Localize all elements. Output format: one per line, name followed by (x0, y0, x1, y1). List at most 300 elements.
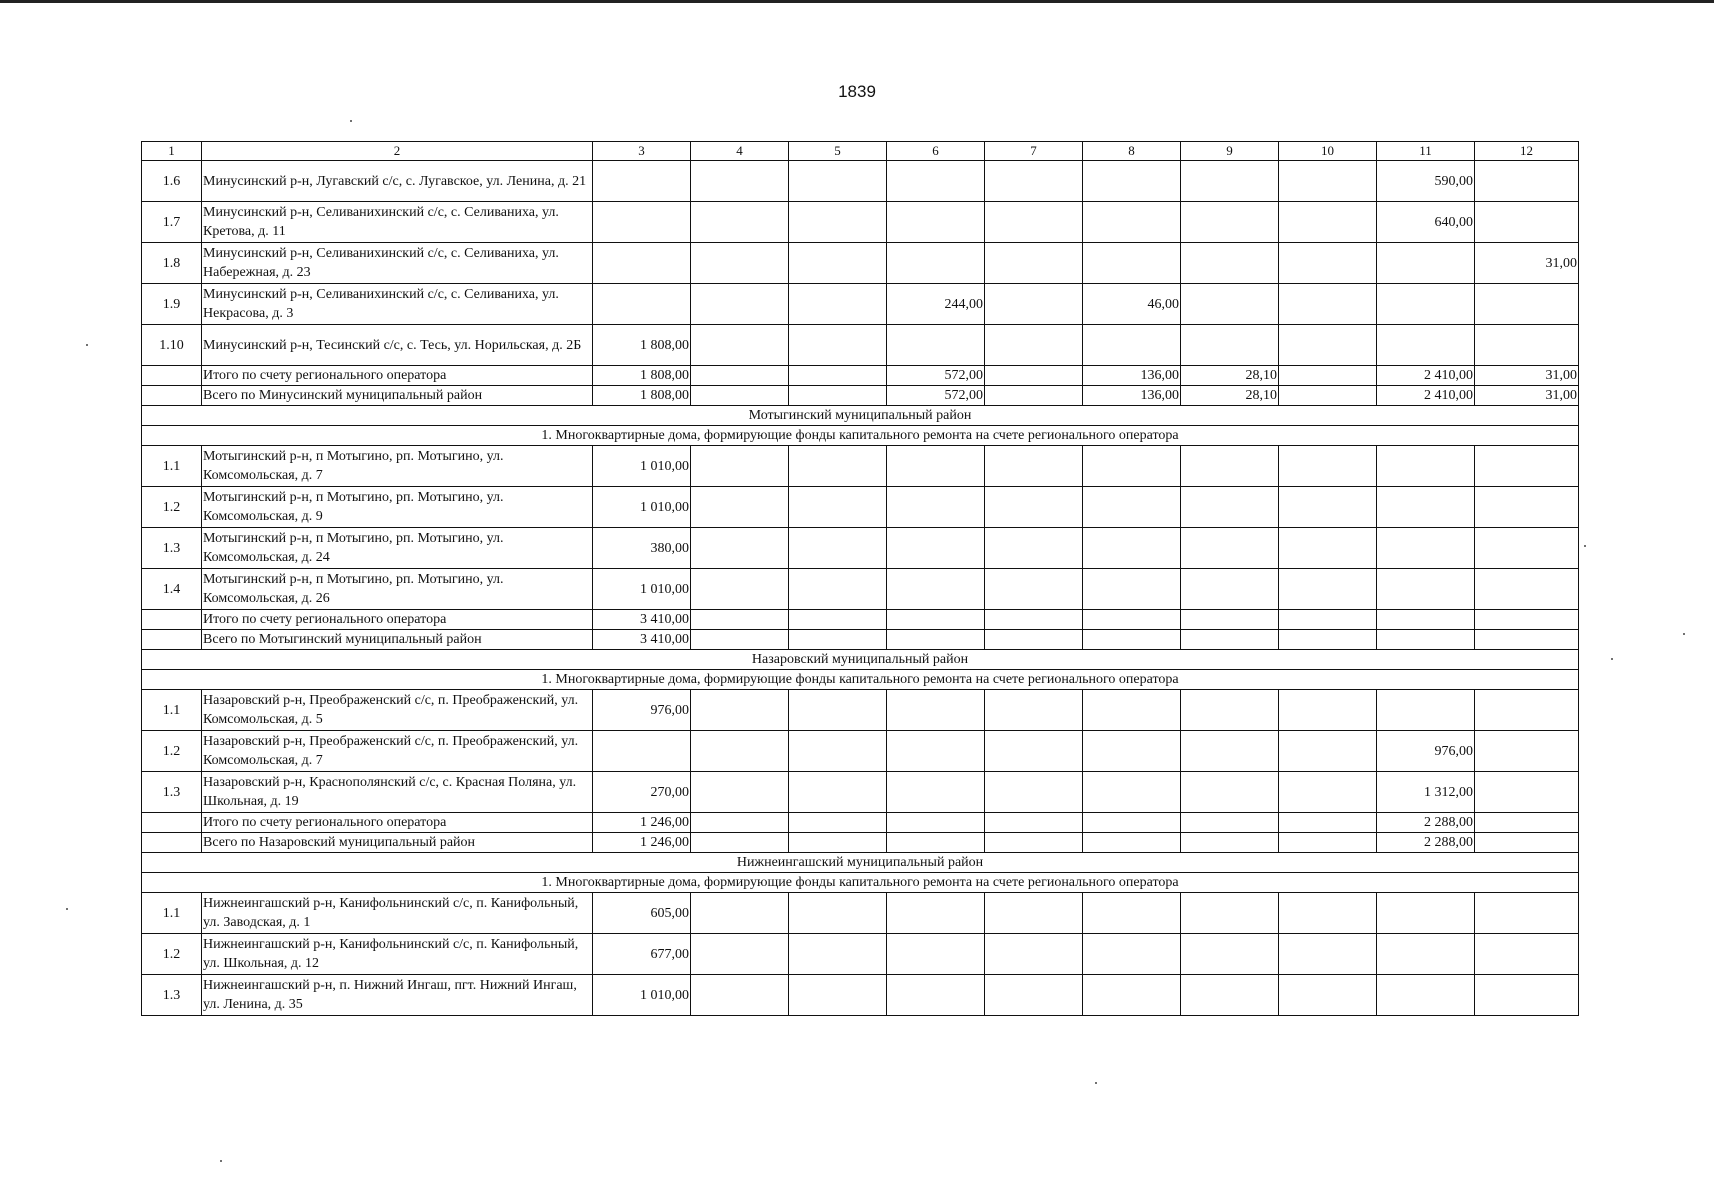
value-cell-col-6 (887, 487, 985, 528)
value-cell-col-7 (985, 630, 1083, 650)
value-cell-col-10 (1279, 366, 1377, 386)
value-cell-col-12 (1475, 893, 1579, 934)
value-cell-col-3: 270,00 (593, 772, 691, 813)
value-cell-col-3: 380,00 (593, 528, 691, 569)
section-title: 1. Многоквартирные дома, формирующие фонды капитального ремонта на счете регионального оператора (142, 873, 1579, 893)
value-cell-col-5 (789, 243, 887, 284)
table-row (142, 893, 1579, 934)
value-cell-col-12 (1475, 610, 1579, 630)
value-cell-col-9 (1181, 243, 1279, 284)
value-cell-col-4 (691, 934, 789, 975)
value-cell-col-5 (789, 690, 887, 731)
total-row (142, 610, 1579, 630)
section-title: 1. Многоквартирные дома, формирующие фонды капитального ремонта на счете регионального оператора (142, 670, 1579, 690)
total-row (142, 386, 1579, 406)
value-cell-col-7 (985, 243, 1083, 284)
value-cell-col-12 (1475, 690, 1579, 731)
value-cell-col-10 (1279, 202, 1377, 243)
value-cell-col-12 (1475, 630, 1579, 650)
value-cell-col-10 (1279, 630, 1377, 650)
value-cell-col-10 (1279, 772, 1377, 813)
value-cell-col-8: 136,00 (1083, 386, 1181, 406)
address-cell: Нижнеингашский р-н, Канифольнинский с/с, п. Канифольный, ул. Школьная, д. 12 (202, 934, 593, 975)
value-cell-col-8 (1083, 202, 1181, 243)
value-cell-col-9 (1181, 731, 1279, 772)
value-cell-col-11 (1377, 487, 1475, 528)
column-number-4: 4 (691, 142, 789, 161)
value-cell-col-12: 31,00 (1475, 366, 1579, 386)
value-cell-col-12 (1475, 772, 1579, 813)
value-cell-col-3: 1 010,00 (593, 487, 691, 528)
value-cell-col-5 (789, 610, 887, 630)
address-cell: Минусинский р-н, Лугавский с/с, с. Лугавское, ул. Ленина, д. 21 (202, 161, 593, 202)
value-cell-col-6 (887, 772, 985, 813)
column-number-8: 8 (1083, 142, 1181, 161)
value-cell-col-8 (1083, 446, 1181, 487)
value-cell-col-5 (789, 934, 887, 975)
value-cell-col-10 (1279, 284, 1377, 325)
table-row (142, 284, 1579, 325)
section-title: Мотыгинский муниципальный район (142, 406, 1579, 426)
value-cell-col-7 (985, 690, 1083, 731)
table-row (142, 975, 1579, 1016)
total-row (142, 366, 1579, 386)
value-cell-col-8 (1083, 731, 1181, 772)
value-cell-col-6 (887, 202, 985, 243)
value-cell-col-9 (1181, 446, 1279, 487)
section-row (142, 406, 1579, 426)
value-cell-col-3: 976,00 (593, 690, 691, 731)
value-cell-col-8 (1083, 690, 1181, 731)
value-cell-col-8 (1083, 833, 1181, 853)
value-cell-col-6 (887, 833, 985, 853)
value-cell-col-7 (985, 569, 1083, 610)
total-row (142, 813, 1579, 833)
value-cell-col-7 (985, 366, 1083, 386)
value-cell-col-7 (985, 731, 1083, 772)
address-cell: Мотыгинский р-н, п Мотыгино, рп. Мотыгино, ул. Комсомольская, д. 7 (202, 446, 593, 487)
value-cell-col-7 (985, 487, 1083, 528)
value-cell-col-11 (1377, 690, 1475, 731)
value-cell-col-3: 3 410,00 (593, 630, 691, 650)
value-cell-col-6: 572,00 (887, 386, 985, 406)
value-cell-col-12 (1475, 569, 1579, 610)
value-cell-col-10 (1279, 975, 1377, 1016)
column-number-7: 7 (985, 142, 1083, 161)
table-row (142, 690, 1579, 731)
value-cell-col-12 (1475, 528, 1579, 569)
value-cell-col-11 (1377, 325, 1475, 366)
value-cell-col-11 (1377, 934, 1475, 975)
value-cell-col-9 (1181, 893, 1279, 934)
column-number-1: 1 (142, 142, 202, 161)
scan-speck (1095, 1082, 1097, 1084)
column-number-6: 6 (887, 142, 985, 161)
value-cell-col-7 (985, 975, 1083, 1016)
row-number (142, 813, 202, 833)
address-cell: Нижнеингашский р-н, Канифольнинский с/с, п. Канифольный, ул. Заводская, д. 1 (202, 893, 593, 934)
value-cell-col-11: 2 288,00 (1377, 833, 1475, 853)
value-cell-col-5 (789, 569, 887, 610)
value-cell-col-3: 677,00 (593, 934, 691, 975)
address-cell: Минусинский р-н, Селиванихинский с/с, с. Селиваниха, ул. Кретова, д. 11 (202, 202, 593, 243)
value-cell-col-9 (1181, 833, 1279, 853)
scan-speck (1584, 545, 1586, 547)
value-cell-col-3: 1 246,00 (593, 813, 691, 833)
value-cell-col-5 (789, 772, 887, 813)
value-cell-col-4 (691, 386, 789, 406)
value-cell-col-5 (789, 446, 887, 487)
value-cell-col-10 (1279, 487, 1377, 528)
value-cell-col-7 (985, 610, 1083, 630)
row-number: 1.8 (142, 243, 202, 284)
value-cell-col-10 (1279, 690, 1377, 731)
table-row (142, 731, 1579, 772)
value-cell-col-7 (985, 813, 1083, 833)
value-cell-col-8 (1083, 772, 1181, 813)
value-cell-col-11: 976,00 (1377, 731, 1475, 772)
value-cell-col-10 (1279, 813, 1377, 833)
value-cell-col-8 (1083, 610, 1181, 630)
table-row (142, 569, 1579, 610)
value-cell-col-4 (691, 284, 789, 325)
table-row (142, 528, 1579, 569)
column-number-5: 5 (789, 142, 887, 161)
value-cell-col-9: 28,10 (1181, 366, 1279, 386)
value-cell-col-4 (691, 161, 789, 202)
table-row (142, 325, 1579, 366)
address-cell: Мотыгинский р-н, п Мотыгино, рп. Мотыгино, ул. Комсомольская, д. 9 (202, 487, 593, 528)
value-cell-col-12 (1475, 934, 1579, 975)
value-cell-col-7 (985, 772, 1083, 813)
value-cell-col-4 (691, 243, 789, 284)
column-number-3: 3 (593, 142, 691, 161)
scan-speck (1683, 633, 1685, 635)
value-cell-col-11: 590,00 (1377, 161, 1475, 202)
value-cell-col-7 (985, 893, 1083, 934)
value-cell-col-7 (985, 284, 1083, 325)
value-cell-col-9 (1181, 610, 1279, 630)
value-cell-col-9 (1181, 161, 1279, 202)
value-cell-col-5 (789, 893, 887, 934)
row-number: 1.3 (142, 528, 202, 569)
value-cell-col-11: 2 288,00 (1377, 813, 1475, 833)
value-cell-col-10 (1279, 386, 1377, 406)
value-cell-col-5 (789, 202, 887, 243)
row-number: 1.1 (142, 690, 202, 731)
value-cell-col-8 (1083, 528, 1181, 569)
table-row (142, 243, 1579, 284)
table-row (142, 202, 1579, 243)
value-cell-col-12 (1475, 446, 1579, 487)
value-cell-col-6: 244,00 (887, 284, 985, 325)
section-title: Нижнеингашский муниципальный район (142, 853, 1579, 873)
value-cell-col-5 (789, 386, 887, 406)
row-number (142, 610, 202, 630)
value-cell-col-4 (691, 610, 789, 630)
value-cell-col-4 (691, 975, 789, 1016)
value-cell-col-12 (1475, 833, 1579, 853)
address-cell: Нижнеингашский р-н, п. Нижний Ингаш, пгт. Нижний Ингаш, ул. Ленина, д. 35 (202, 975, 593, 1016)
row-number: 1.10 (142, 325, 202, 366)
value-cell-col-11 (1377, 975, 1475, 1016)
value-cell-col-9 (1181, 528, 1279, 569)
value-cell-col-6 (887, 934, 985, 975)
value-cell-col-5 (789, 975, 887, 1016)
value-cell-col-4 (691, 731, 789, 772)
value-cell-col-8 (1083, 161, 1181, 202)
value-cell-col-4 (691, 569, 789, 610)
section-title: Назаровский муниципальный район (142, 650, 1579, 670)
value-cell-col-6 (887, 446, 985, 487)
value-cell-col-4 (691, 446, 789, 487)
value-cell-col-3: 1 010,00 (593, 446, 691, 487)
value-cell-col-5 (789, 325, 887, 366)
value-cell-col-3 (593, 731, 691, 772)
value-cell-col-4 (691, 772, 789, 813)
value-cell-col-12 (1475, 284, 1579, 325)
column-number-11: 11 (1377, 142, 1475, 161)
address-cell: Назаровский р-н, Преображенский с/с, п. Преображенский, ул. Комсомольская, д. 5 (202, 690, 593, 731)
value-cell-col-8 (1083, 893, 1181, 934)
row-number (142, 833, 202, 853)
row-number: 1.1 (142, 893, 202, 934)
row-number: 1.2 (142, 934, 202, 975)
value-cell-col-9 (1181, 772, 1279, 813)
value-cell-col-6 (887, 161, 985, 202)
value-cell-col-8 (1083, 934, 1181, 975)
row-number (142, 630, 202, 650)
value-cell-col-6 (887, 528, 985, 569)
value-cell-col-11 (1377, 610, 1475, 630)
value-cell-col-5 (789, 731, 887, 772)
value-cell-col-5 (789, 487, 887, 528)
total-label: Всего по Минусинский муниципальный район (202, 386, 593, 406)
value-cell-col-9 (1181, 690, 1279, 731)
value-cell-col-9: 28,10 (1181, 386, 1279, 406)
value-cell-col-6 (887, 325, 985, 366)
value-cell-col-3: 3 410,00 (593, 610, 691, 630)
value-cell-col-5 (789, 161, 887, 202)
value-cell-col-9 (1181, 813, 1279, 833)
value-cell-col-9 (1181, 202, 1279, 243)
value-cell-col-3 (593, 202, 691, 243)
section-row (142, 650, 1579, 670)
value-cell-col-10 (1279, 569, 1377, 610)
scan-speck (350, 120, 352, 122)
value-cell-col-10 (1279, 243, 1377, 284)
section-row (142, 670, 1579, 690)
value-cell-col-12 (1475, 202, 1579, 243)
total-label: Всего по Назаровский муниципальный район (202, 833, 593, 853)
value-cell-col-12 (1475, 325, 1579, 366)
value-cell-col-4 (691, 813, 789, 833)
table-row (142, 934, 1579, 975)
value-cell-col-6 (887, 975, 985, 1016)
total-label: Итого по счету регионального оператора (202, 366, 593, 386)
column-number-row (142, 142, 1579, 161)
value-cell-col-4 (691, 202, 789, 243)
value-cell-col-10 (1279, 528, 1377, 569)
value-cell-col-3: 1 808,00 (593, 366, 691, 386)
value-cell-col-3: 1 808,00 (593, 325, 691, 366)
value-cell-col-11 (1377, 243, 1475, 284)
value-cell-col-3: 1 010,00 (593, 569, 691, 610)
value-cell-col-7 (985, 325, 1083, 366)
scan-speck (220, 1160, 222, 1162)
value-cell-col-10 (1279, 325, 1377, 366)
value-cell-col-11: 2 410,00 (1377, 386, 1475, 406)
scan-speck (86, 344, 88, 346)
value-cell-col-9 (1181, 487, 1279, 528)
value-cell-col-5 (789, 630, 887, 650)
value-cell-col-3: 1 010,00 (593, 975, 691, 1016)
row-number: 1.2 (142, 731, 202, 772)
value-cell-col-8 (1083, 975, 1181, 1016)
value-cell-col-4 (691, 366, 789, 386)
value-cell-col-12 (1475, 975, 1579, 1016)
address-cell: Назаровский р-н, Преображенский с/с, п. Преображенский, ул. Комсомольская, д. 7 (202, 731, 593, 772)
value-cell-col-7 (985, 934, 1083, 975)
address-cell: Минусинский р-н, Селиванихинский с/с, с. Селиваниха, ул. Некрасова, д. 3 (202, 284, 593, 325)
value-cell-col-6 (887, 610, 985, 630)
value-cell-col-3: 605,00 (593, 893, 691, 934)
value-cell-col-4 (691, 833, 789, 853)
value-cell-col-8 (1083, 243, 1181, 284)
value-cell-col-6 (887, 813, 985, 833)
table-row (142, 487, 1579, 528)
row-number: 1.9 (142, 284, 202, 325)
value-cell-col-6 (887, 893, 985, 934)
value-cell-col-4 (691, 487, 789, 528)
value-cell-col-10 (1279, 610, 1377, 630)
table-row (142, 446, 1579, 487)
section-title: 1. Многоквартирные дома, формирующие фонды капитального ремонта на счете регионального оператора (142, 426, 1579, 446)
value-cell-col-5 (789, 813, 887, 833)
table-row (142, 161, 1579, 202)
address-cell: Мотыгинский р-н, п Мотыгино, рп. Мотыгино, ул. Комсомольская, д. 24 (202, 528, 593, 569)
scan-speck (1611, 658, 1613, 660)
value-cell-col-11: 640,00 (1377, 202, 1475, 243)
row-number (142, 386, 202, 406)
page-number: 1839 (838, 82, 876, 101)
value-cell-col-7 (985, 833, 1083, 853)
value-cell-col-12 (1475, 731, 1579, 772)
value-cell-col-3: 1 246,00 (593, 833, 691, 853)
total-label: Итого по счету регионального оператора (202, 610, 593, 630)
value-cell-col-8: 136,00 (1083, 366, 1181, 386)
row-number: 1.4 (142, 569, 202, 610)
value-cell-col-11: 1 312,00 (1377, 772, 1475, 813)
value-cell-col-10 (1279, 934, 1377, 975)
top-border (0, 0, 1714, 3)
row-number: 1.6 (142, 161, 202, 202)
value-cell-col-6 (887, 731, 985, 772)
total-row (142, 630, 1579, 650)
row-number (142, 366, 202, 386)
value-cell-col-5 (789, 284, 887, 325)
value-cell-col-12: 31,00 (1475, 243, 1579, 284)
value-cell-col-8 (1083, 630, 1181, 650)
value-cell-col-6 (887, 630, 985, 650)
address-cell: Назаровский р-н, Краснополянский с/с, с. Красная Поляна, ул. Школьная, д. 19 (202, 772, 593, 813)
table-body (142, 161, 1579, 1016)
row-number: 1.2 (142, 487, 202, 528)
value-cell-col-11 (1377, 893, 1475, 934)
value-cell-col-11 (1377, 569, 1475, 610)
table-row (142, 772, 1579, 813)
value-cell-col-11 (1377, 528, 1475, 569)
value-cell-col-5 (789, 528, 887, 569)
scan-speck (66, 908, 68, 910)
value-cell-col-10 (1279, 161, 1377, 202)
value-cell-col-4 (691, 690, 789, 731)
address-cell: Мотыгинский р-н, п Мотыгино, рп. Мотыгино, ул. Комсомольская, д. 26 (202, 569, 593, 610)
value-cell-col-9 (1181, 975, 1279, 1016)
value-cell-col-9 (1181, 325, 1279, 366)
value-cell-col-7 (985, 528, 1083, 569)
row-number: 1.7 (142, 202, 202, 243)
value-cell-col-10 (1279, 731, 1377, 772)
value-cell-col-8 (1083, 325, 1181, 366)
value-cell-col-11 (1377, 446, 1475, 487)
value-cell-col-8 (1083, 487, 1181, 528)
section-row (142, 426, 1579, 446)
value-cell-col-11 (1377, 630, 1475, 650)
value-cell-col-9 (1181, 630, 1279, 650)
value-cell-col-7 (985, 446, 1083, 487)
address-cell: Минусинский р-н, Селиванихинский с/с, с. Селиваниха, ул. Набережная, д. 23 (202, 243, 593, 284)
value-cell-col-8 (1083, 813, 1181, 833)
value-cell-col-10 (1279, 446, 1377, 487)
value-cell-col-10 (1279, 833, 1377, 853)
row-number: 1.3 (142, 975, 202, 1016)
capital-repair-table (141, 141, 1579, 1016)
row-number: 1.1 (142, 446, 202, 487)
section-row (142, 873, 1579, 893)
value-cell-col-6 (887, 569, 985, 610)
value-cell-col-11: 2 410,00 (1377, 366, 1475, 386)
value-cell-col-3 (593, 243, 691, 284)
value-cell-col-9 (1181, 934, 1279, 975)
value-cell-col-6: 572,00 (887, 366, 985, 386)
value-cell-col-10 (1279, 893, 1377, 934)
column-number-10: 10 (1279, 142, 1377, 161)
value-cell-col-9 (1181, 569, 1279, 610)
value-cell-col-6 (887, 690, 985, 731)
total-label: Итого по счету регионального оператора (202, 813, 593, 833)
total-label: Всего по Мотыгинский муниципальный район (202, 630, 593, 650)
value-cell-col-7 (985, 161, 1083, 202)
value-cell-col-3 (593, 284, 691, 325)
row-number: 1.3 (142, 772, 202, 813)
value-cell-col-12 (1475, 813, 1579, 833)
column-number-2: 2 (202, 142, 593, 161)
value-cell-col-6 (887, 243, 985, 284)
value-cell-col-3 (593, 161, 691, 202)
value-cell-col-7 (985, 202, 1083, 243)
value-cell-col-3: 1 808,00 (593, 386, 691, 406)
value-cell-col-4 (691, 893, 789, 934)
value-cell-col-9 (1181, 284, 1279, 325)
column-number-9: 9 (1181, 142, 1279, 161)
value-cell-col-12 (1475, 161, 1579, 202)
value-cell-col-8: 46,00 (1083, 284, 1181, 325)
value-cell-col-12: 31,00 (1475, 386, 1579, 406)
value-cell-col-5 (789, 833, 887, 853)
value-cell-col-8 (1083, 569, 1181, 610)
value-cell-col-4 (691, 630, 789, 650)
